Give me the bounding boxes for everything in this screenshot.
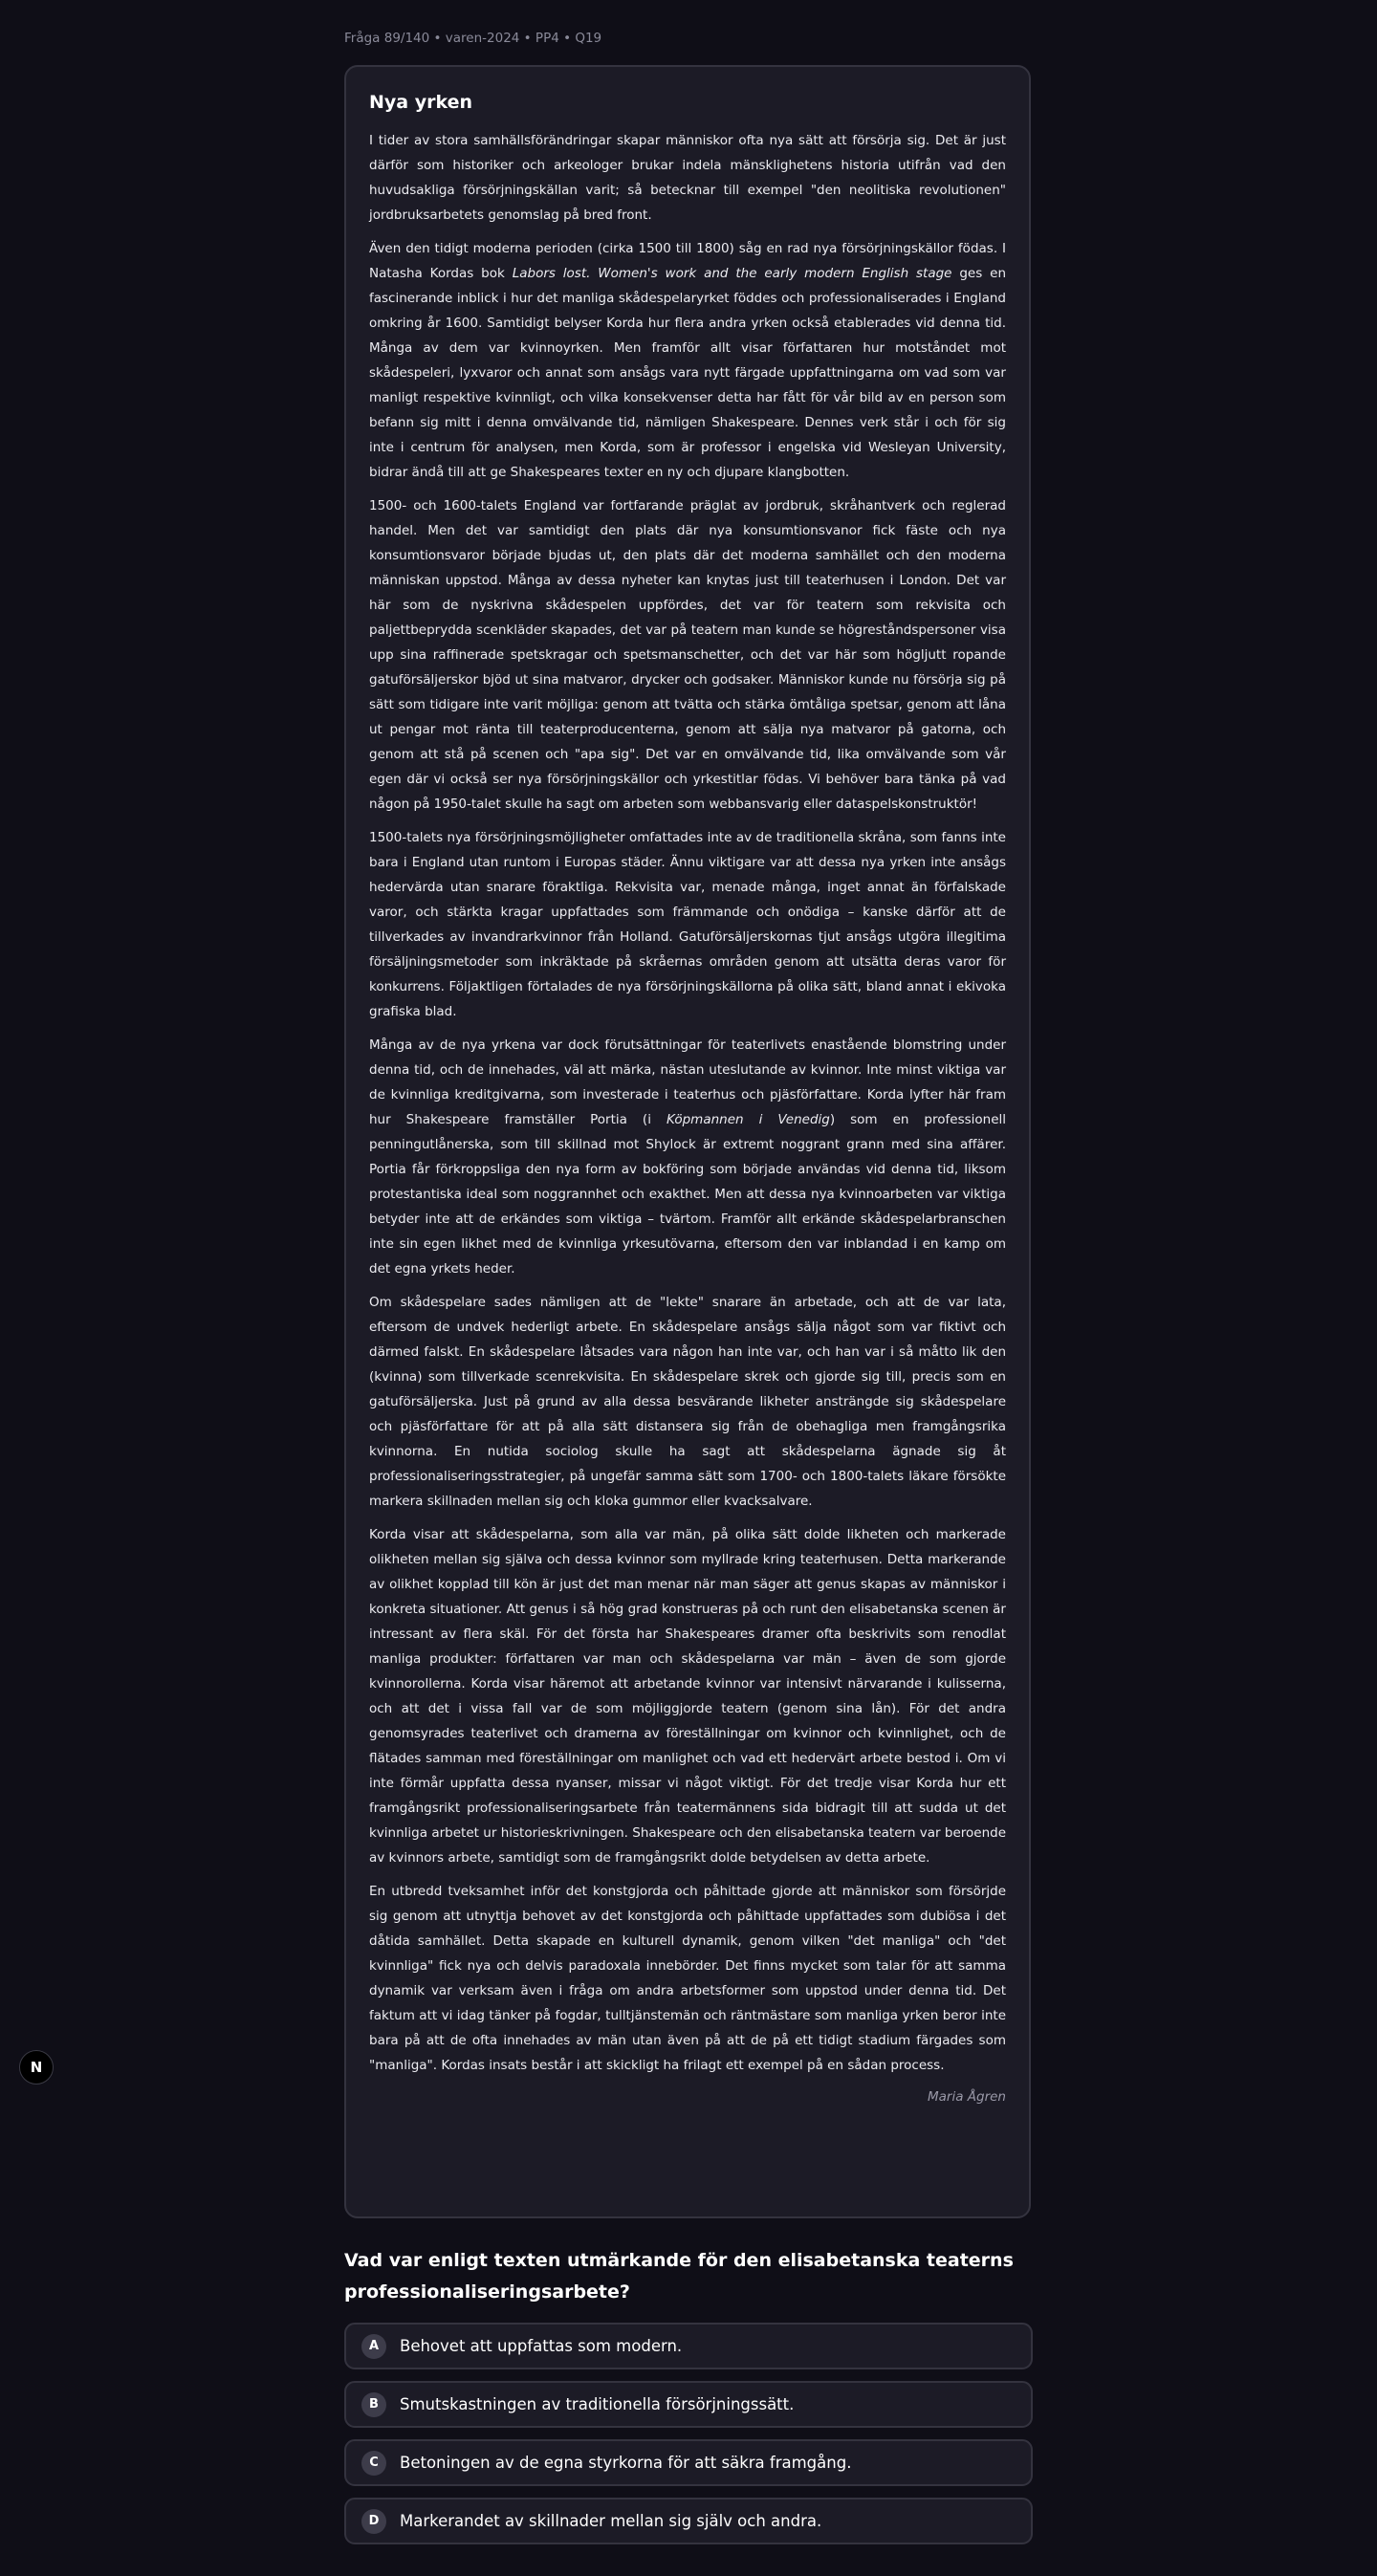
- book-title: Labors lost. Women's work and the early modern English stage: [512, 266, 952, 281]
- article-author: Maria Ågren: [927, 2089, 1006, 2105]
- article-title: Nya yrken: [369, 92, 473, 113]
- nextjs-logo-icon[interactable]: [19, 2050, 54, 2085]
- answer-options: [344, 2323, 1033, 2556]
- article-paragraph: 1500-talets nya försörjningsmöjligheter omfattades inte av de traditionella skråna, som fanns inte bara i England utan runtom i Europas städer. Ännu viktigare var att dessa nya yrken inte ansågs hedervärda utan snarare föraktliga. Rekvisita var, menade många, inget annat än förfalskade varor, och stärkta kragar uppfattades som främmande och onödiga – kanske därför att de tillverkades av invandrarkvinnor från Holland. Gatuförsäljerskornas tjut ansågs utgöra illegitima försäljningsmetoder som inkräktade på skråernas områden genom att utsätta deras varor för konkurrens. Följaktligen förtalades de nya försörjningskällorna på olika sätt, bland annat i ekivoka grafiska blad.: [369, 830, 1006, 1019]
- option-label: Smutskastningen av traditionella försörjningssätt.: [400, 2395, 795, 2413]
- play-title: Köpmannen i Venedig: [666, 1112, 830, 1127]
- question-meta: Fråga 89/140 • varen-2024 • PP4 • Q19: [344, 31, 602, 46]
- article-card: [344, 65, 1031, 2218]
- option-label: Behovet att uppfattas som modern.: [400, 2337, 683, 2355]
- answer-option-c[interactable]: [344, 2439, 1033, 2486]
- option-label: Markerandet av skillnader mellan sig själv och andra.: [400, 2512, 822, 2530]
- article-paragraph: En utbredd tveksamhet inför det konstgjorda och påhittade gjorde att människor som försörjde sig genom att utnyttja behovet av det konstgjorda och påhittade uppfattades som dubiösa i det dåtida samhället. Detta skapade en kulturell dynamik, genom vilken "det manliga" och "det kvinnliga" fick nya och delvis paradoxala innebörder. Det finns mycket som talar för att samma dynamik var verksam även i fråga om andra arbetsformer som uppstod under denna tid. Det faktum att vi idag tänker på fogdar, tulltjänstemän och räntmästare som manliga yrken beror inte bara på att de ofta innehades av män utan även på att de på ett tidigt stadium färgades som "manliga". Kordas insats består i att skickligt ha frilagt ett exempel på en sådan process.: [369, 1884, 1006, 2073]
- article-paragraph: Många av de nya yrkena var dock förutsättningar för teaterlivets enastående blomstring under denna tid, och de innehades, väl att märka, nästan uteslutande av kvinnor. Inte minst viktiga var de kvinnliga kreditgivarna, som investerade i teaterhus och pjäsförfattare. Korda lyfter här fram hur Shakespeare framställer Portia (i Köpmannen i Venedig) som en professionell penningutlånerska, som till skillnad mot Shylock är extremt noggrant grann med sina affärer. Portia får förkroppsliga den nya form av bokföring som började användas vid denna tid, liksom protestantiska ideal som noggrannhet och exakthet. Men att dessa nya kvinnoarbeten var viktiga betyder inte att de erkändes som viktiga – tvärtom. Framför allt erkände skådespelarbranschen inte sin egen likhet med de kvinnliga yrkesutövarna, eftersom den var inblandad i en kamp om det egna yrkets heder.: [369, 1037, 1007, 1277]
- article-paragraph: Om skådespelare sades nämligen att de "lekte" snarare än arbetade, och att de var lata, eftersom de undvek hederligt arbete. En skådespelare ansågs sälja något som var fiktivt och därmed falskt. En skådespelare låtsades vara någon han inte var, och han var i så måtto lik den (kvinna) som tillverkade scenrekvisita. En skådespelare skrek och gjorde sig till, precis som en gatuförsäljerska. Just på grund av alla dessa besvärande likheter ansträngde sig skådespelare och pjäsförfattare för att på alla sätt distansera sig från de obehagliga men framgångsrika kvinnorna. En nutida sociolog skulle ha sagt att skådespelarna ägnade sig åt professionaliseringsstrategier, på ungefär samma sätt som 1700- och 1800-talets läkare försökte markera skillnaden mellan sig och kloka gummor eller kvacksalvare.: [369, 1295, 1006, 1509]
- n-logo-icon: [27, 2058, 46, 2077]
- option-letter-badge: A: [361, 2334, 386, 2359]
- question-text: Vad var enligt texten utmärkande för den elisabetanska teaterns professionaliseringsarbete?: [344, 2250, 1014, 2303]
- article-paragraph: Korda visar att skådespelarna, som alla var män, på olika sätt dolde likheten och markerade olikheten mellan sig själva och dessa kvinnor som myllrade kring teaterhusen. Detta markerande av olikhet kopplad till kön är just det man menar när man säger att genus skapas av människor i konkreta situationer. Att genus i så hög grad konstrueras på och runt den elisabetanska scenen är intressant av flera skäl. För det första har Shakespeares dramer ofta beskrivits som renodlat manliga produkter: författaren var man och skådespelarna var män – även de som gjorde kvinnorollerna. Korda visar häremot att arbetande kvinnor var intensivt närvarande i kulisserna, och att det i vissa fall var de som möjliggjorde teatern (genom sina lån). För det andra genomsyrades teaterlivet och dramerna av föreställningar om kvinnor och kvinnlighet, och de flätades samman med föreställningar om manlighet och vad ett hedervärt arbete bestod i. Om vi inte förmår uppfatta dessa nyanser, missar vi något viktigt. För det tredje visar Korda hur ett framgångsrikt professionaliseringsarbete från teatermännens sida bidragit till att sudda ut det kvinnliga arbetet ur historieskrivningen. Shakespeare och den elisabetanska teatern var beroende av kvinnors arbete, samtidigt som de framgångsrikt dolde betydelsen av detta arbete.: [369, 1527, 1006, 1866]
- option-label: Betoningen av de egna styrkorna för att säkra framgång.: [400, 2454, 852, 2472]
- answer-option-a[interactable]: [344, 2323, 1033, 2369]
- article-paragraph: 1500- och 1600-talets England var fortfarande präglat av jordbruk, skråhantverk och reglerad handel. Men det var samtidigt den plats där nya konsumtionsvanor fick fäste och nya konsumtionsvaror började bjudas ut, den plats där det moderna samhället och den moderna människan uppstod. Många av dessa nyheter kan knytas just till teaterhusen i London. Det var här som de nyskrivna skådespelen uppfördes, det var för teatern som rekvisita och paljettbeprydda scenkläder skapades, det var på teatern man kunde se högreståndspersoner visa upp sina raffinerade spetskragar och spetsmanschetter, och det var här som högljutt ropande gatuförsäljerskor bjöd ut sina matvaror, drycker och godsaker. Människor kunde nu försörja sig på sätt som tidigare inte varit möjliga: genom att tvätta och stärka ömtåliga spetsar, genom att låna ut pengar mot ränta till teaterproducenterna, genom att sälja nya matvaror på gatorna, och genom att stå på scenen och "apa sig". Det var en omvälvande tid, lika omvälvande som vår egen där vi också ser nya försörjningskällor och yrkestitlar födas. Vi behöver bara tänka på vad någon på 1950-talet skulle ha sagt om arbeten som webbansvarig eller dataspelskonstruktör!: [369, 498, 1006, 812]
- option-letter-badge: C: [361, 2451, 386, 2476]
- answer-option-d[interactable]: [344, 2498, 1033, 2544]
- article-paragraph: Även den tidigt moderna perioden (cirka 1500 till 1800) såg en rad nya försörjningskällor födas. I Natasha Kordas bok Labors lost. Women's work and the early modern English stage ges en fascinerande inblick i hur det manliga skådespelaryrket föddes och professionaliserades i England omkring år 1600. Samtidigt belyser Korda hur flera andra yrken också etablerades vid denna tid. Många av dem var kvinnoyrken. Men framför allt visar författaren hur motståndet mot skådespeleri, lyxvaror och annat som ansågs vara nytt färgade uppfattningarna om vad som var manligt respektive kvinnligt, och vilka konsekvenser detta har fått för vår bild av en person som befann sig mitt i denna omvälvande tid, nämligen Shakespeare. Dennes verk står i och för sig inte i centrum för analysen, men Korda, som är professor i engelska vid Wesleyan University, bidrar ändå till att ge Shakespeares texter en ny och djupare klangbotten.: [369, 241, 1007, 480]
- option-letter-badge: B: [361, 2392, 386, 2417]
- option-letter-badge: D: [361, 2509, 386, 2534]
- svg-text:N: N: [30, 2059, 43, 2076]
- article-paragraph: I tider av stora samhällsförändringar skapar människor ofta nya sätt att försörja sig. Det är just därför som historiker och arkeologer brukar indela mänsklighetens historia utifrån vad den huvudsakliga försörjningskällan varit; så betecknar till exempel "den neolitiska revolutionen" jordbruksarbetets genomslag på bred front.: [369, 133, 1006, 223]
- answer-option-b[interactable]: [344, 2381, 1033, 2428]
